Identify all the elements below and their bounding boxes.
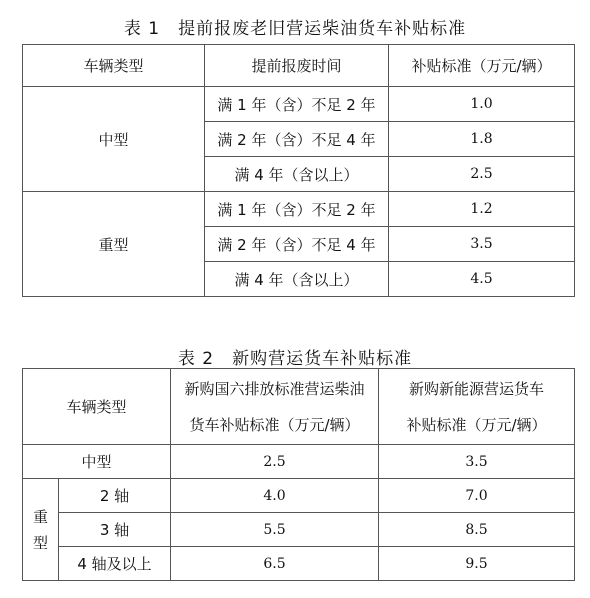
table1-header-row [23,45,575,87]
axle-count: 2 轴 [59,479,171,513]
header-new-energy-subsidy [379,369,575,445]
header-line: 货车补贴标准（万元/辆） [189,415,360,434]
new-energy-value: 3.5 [379,445,575,479]
table-row [23,547,575,581]
header-line: 补贴标准（万元/辆） [406,415,547,434]
header-line: 新购新能源营运货车 [409,379,545,398]
new-energy-value: 9.5 [379,547,575,581]
new-energy-value: 8.5 [379,513,575,547]
table2 [22,368,575,581]
header-scrap-period: 提前报废时间 [205,45,389,87]
header-line: 新购国六排放标准营运柴油 [184,379,365,398]
scrap-period: 满 4 年（含以上） [205,157,389,192]
scrap-period: 满 4 年（含以上） [205,262,389,297]
guo6-value: 5.5 [171,513,379,547]
guo6-value: 4.0 [171,479,379,513]
heavy-char-2: 型 [32,533,48,552]
header-vehicle-type: 车辆类型 [23,45,205,87]
vehicle-type-heavy: 重型 [23,192,205,297]
subsidy-value: 1.2 [389,192,575,227]
table1 [22,44,575,297]
axle-count: 3 轴 [59,513,171,547]
scrap-period: 满 2 年（含）不足 4 年 [205,227,389,262]
table-row [23,87,575,122]
vehicle-type-heavy [23,479,59,581]
vehicle-type-medium: 中型 [23,87,205,192]
table-row [23,513,575,547]
guo6-value: 6.5 [171,547,379,581]
subsidy-value: 1.0 [389,87,575,122]
table-row [23,192,575,227]
table1-title: 表 1 提前报废老旧营运柴油货车补贴标准 [123,19,467,39]
table2-header-row [23,369,575,445]
header-subsidy: 补贴标准（万元/辆） [389,45,575,87]
subsidy-value: 2.5 [389,157,575,192]
vehicle-type-medium: 中型 [23,445,171,479]
guo6-value: 2.5 [171,445,379,479]
header-vehicle-type: 车辆类型 [23,369,171,445]
scrap-period: 满 1 年（含）不足 2 年 [205,87,389,122]
scrap-period: 满 1 年（含）不足 2 年 [205,192,389,227]
subsidy-value: 3.5 [389,227,575,262]
table2-title: 表 2 新购营运货车补贴标准 [177,349,413,369]
subsidy-value: 1.8 [389,122,575,157]
header-guo6-subsidy [171,369,379,445]
axle-count: 4 轴及以上 [59,547,171,581]
new-energy-value: 7.0 [379,479,575,513]
scrap-period: 满 2 年（含）不足 4 年 [205,122,389,157]
heavy-char-1: 重 [32,507,48,526]
table-row [23,445,575,479]
table-row [23,479,575,513]
subsidy-value: 4.5 [389,262,575,297]
